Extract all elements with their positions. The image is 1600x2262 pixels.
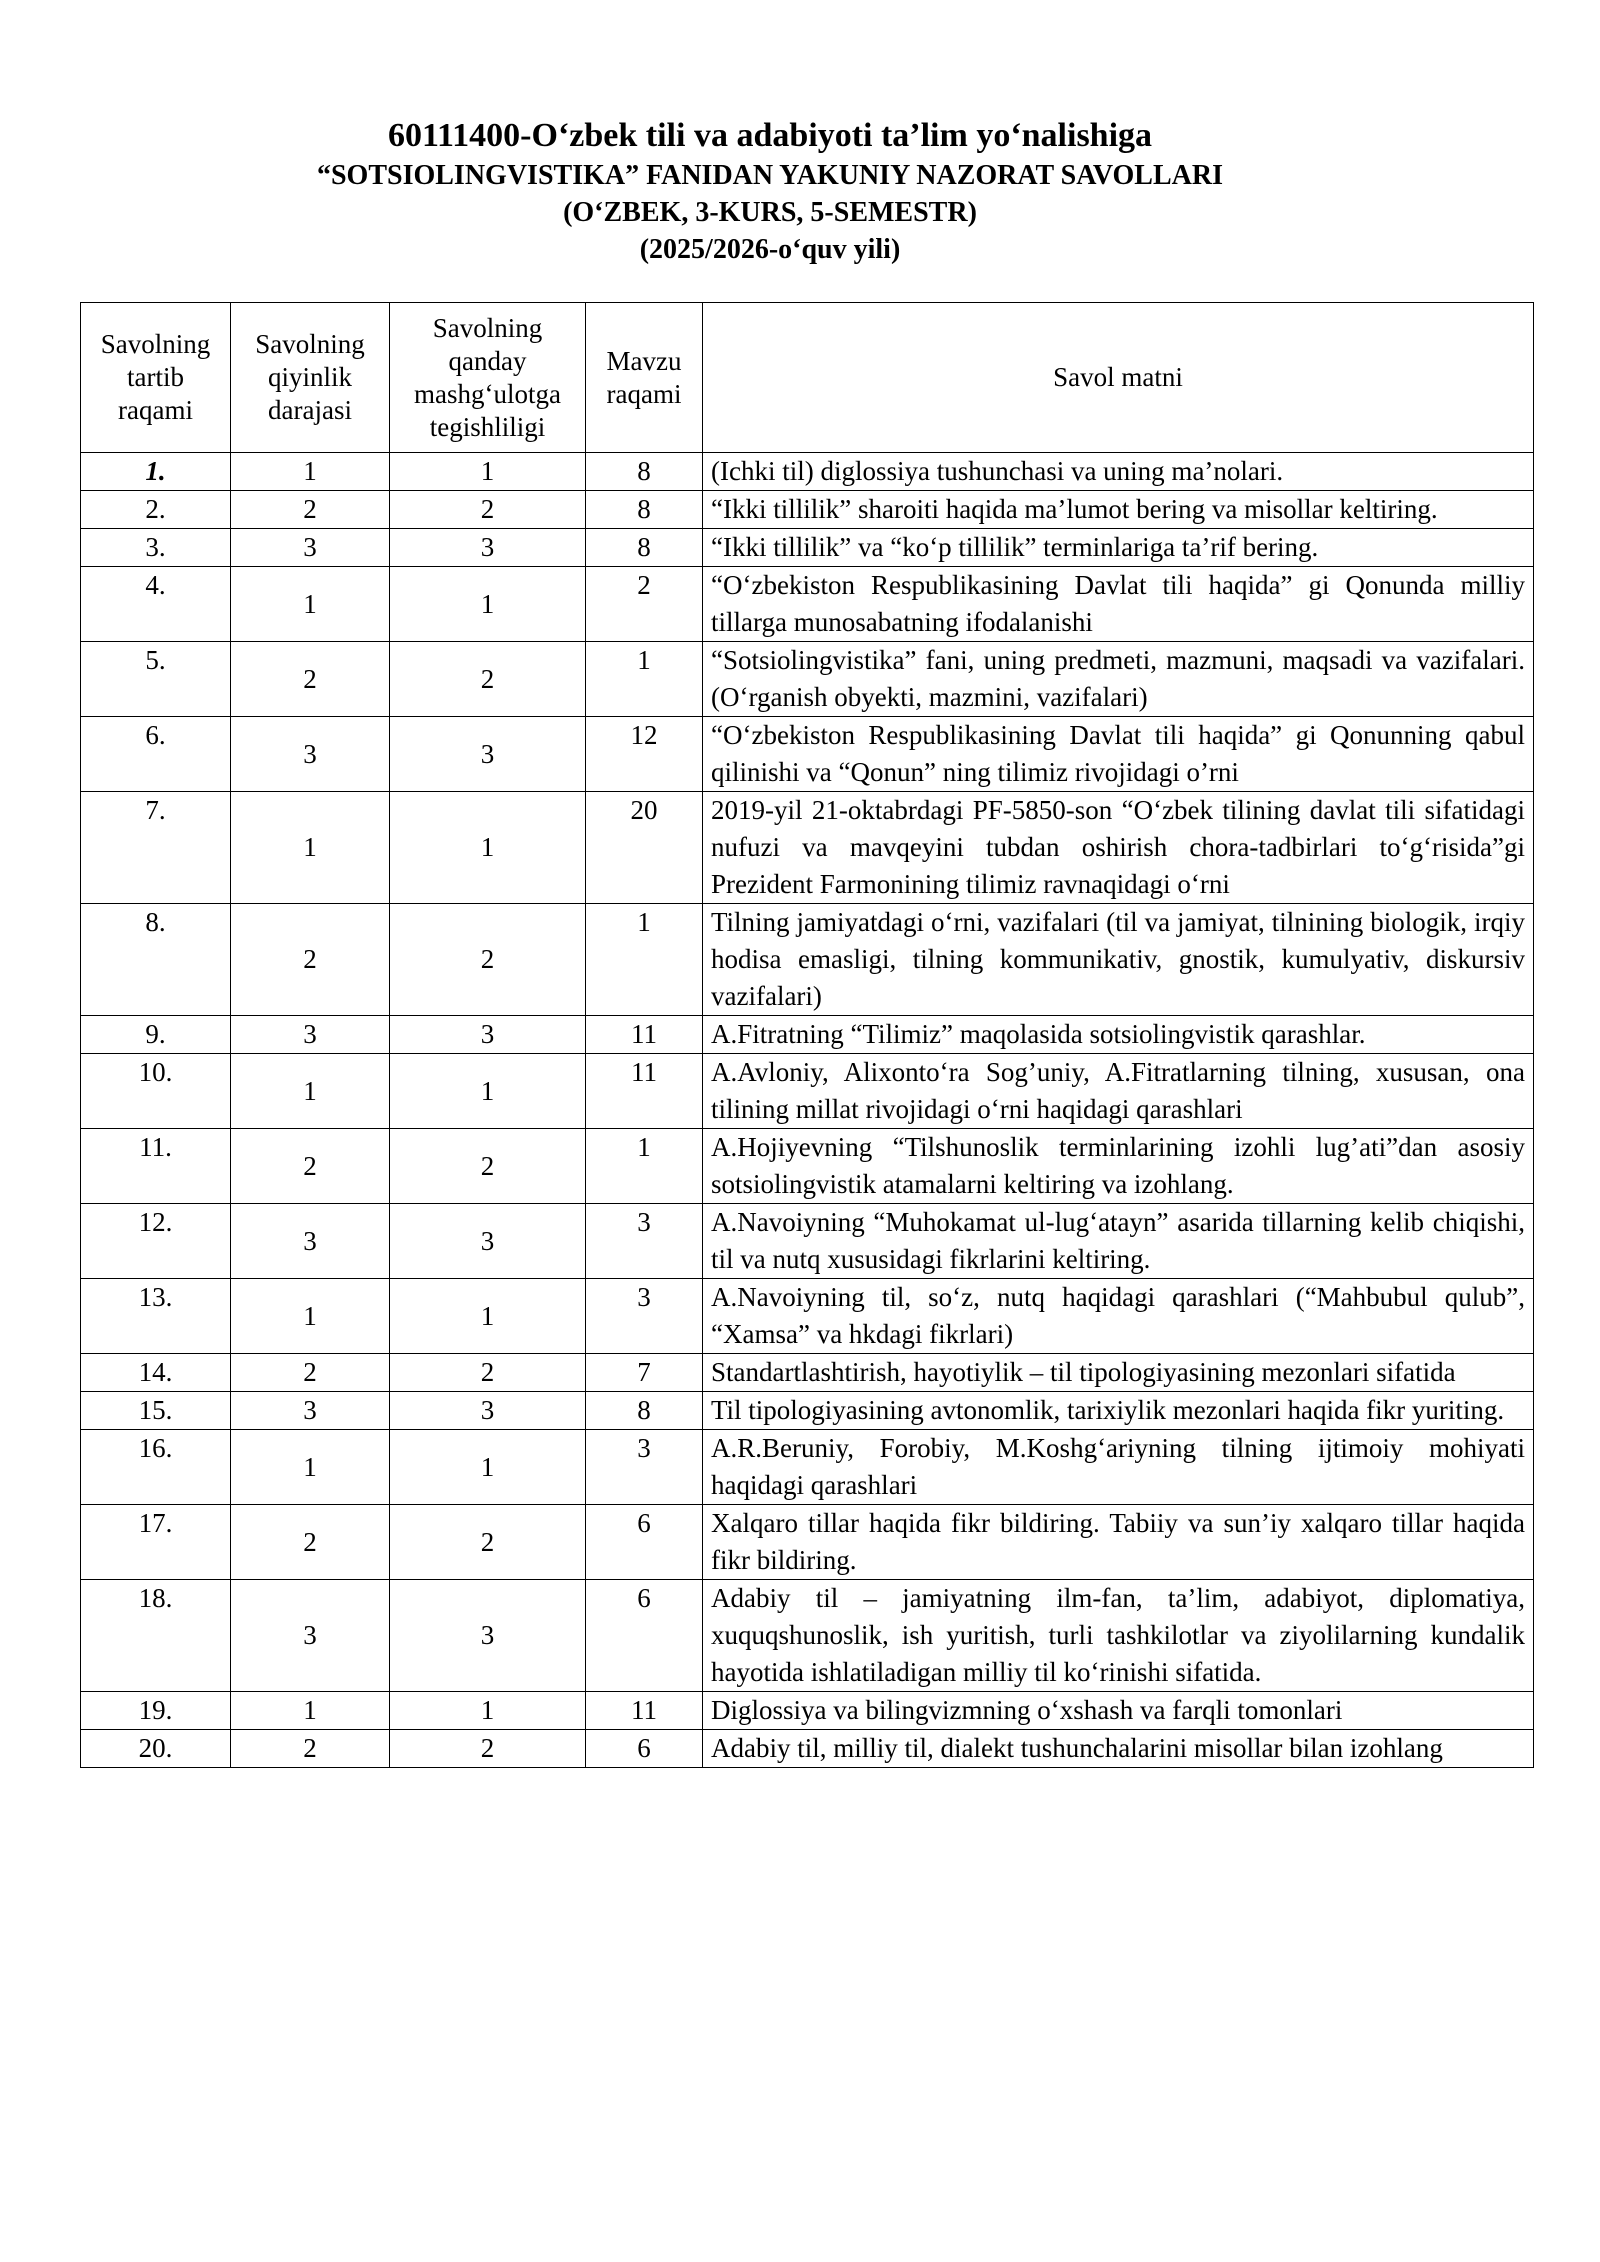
topic-number: 11 <box>586 1692 703 1730</box>
lesson-type: 2 <box>390 1354 586 1392</box>
question-number: 1. <box>81 453 231 491</box>
table-row <box>81 567 1534 642</box>
table-row <box>81 1016 1534 1054</box>
lesson-type: 1 <box>390 1692 586 1730</box>
question-number: 17. <box>81 1505 231 1580</box>
topic-number: 12 <box>586 717 703 792</box>
topic-number: 20 <box>586 792 703 904</box>
topic-number: 7 <box>586 1354 703 1392</box>
difficulty-level: 2 <box>231 904 390 1016</box>
table-row <box>81 642 1534 717</box>
difficulty-level: 2 <box>231 642 390 717</box>
table-row <box>81 1204 1534 1279</box>
topic-number: 6 <box>586 1730 703 1768</box>
lesson-type: 3 <box>390 1580 586 1692</box>
topic-number: 8 <box>586 1392 703 1430</box>
column-header-difficulty: Savolning qiyinlik darajasi <box>231 303 390 453</box>
lesson-type: 3 <box>390 1204 586 1279</box>
topic-number: 11 <box>586 1054 703 1129</box>
table-row <box>81 1279 1534 1354</box>
table-row <box>81 792 1534 904</box>
question-number: 10. <box>81 1054 231 1129</box>
lesson-type: 2 <box>390 491 586 529</box>
difficulty-level: 2 <box>231 1354 390 1392</box>
difficulty-level: 3 <box>231 1016 390 1054</box>
lesson-type: 3 <box>390 529 586 567</box>
difficulty-level: 2 <box>231 491 390 529</box>
lesson-type: 2 <box>390 904 586 1016</box>
question-number: 19. <box>81 1692 231 1730</box>
difficulty-level: 3 <box>231 717 390 792</box>
topic-number: 8 <box>586 491 703 529</box>
question-number: 5. <box>81 642 231 717</box>
question-number: 2. <box>81 491 231 529</box>
difficulty-level: 3 <box>231 1580 390 1692</box>
lesson-type: 2 <box>390 642 586 717</box>
questions-table <box>80 302 1534 1768</box>
lesson-type: 1 <box>390 453 586 491</box>
question-number: 8. <box>81 904 231 1016</box>
question-text: “O‘zbekiston Respublikasining Davlat tili haqida” gi Qonunda milliy tillarga munosabatning ifodalanishi <box>703 567 1534 642</box>
table-row <box>81 1354 1534 1392</box>
question-number: 12. <box>81 1204 231 1279</box>
lesson-type: 1 <box>390 792 586 904</box>
column-header-question-text: Savol matni <box>703 303 1534 453</box>
lesson-type: 3 <box>390 1016 586 1054</box>
lesson-type: 3 <box>390 1392 586 1430</box>
question-number: 7. <box>81 792 231 904</box>
question-number: 20. <box>81 1730 231 1768</box>
question-text: Tilning jamiyatdagi o‘rni, vazifalari (til va jamiyat, tilnining biologik, irqiy hodisa emasligi, tilning kommunikativ, gnostik, kumulyativ, diskursiv vazifalari) <box>703 904 1534 1016</box>
document-title: 60111400-O‘zbek tili va adabiyoti ta’lim yo‘nalishiga <box>387 117 1153 154</box>
difficulty-level: 3 <box>231 1204 390 1279</box>
topic-number: 1 <box>586 642 703 717</box>
question-text: Til tipologiyasining avtonomlik, tarixiylik mezonlari haqida fikr yuriting. <box>703 1392 1534 1430</box>
table-row <box>81 453 1534 491</box>
table-row <box>81 1054 1534 1129</box>
difficulty-level: 1 <box>231 1054 390 1129</box>
table-body <box>81 453 1534 1768</box>
question-text: “Ikki tillilik” sharoiti haqida ma’lumot bering va misollar keltiring. <box>703 491 1534 529</box>
difficulty-level: 1 <box>231 1430 390 1505</box>
question-number: 18. <box>81 1580 231 1692</box>
document-group: (O‘ZBEK, 3-KURS, 5-SEMESTR) <box>563 197 977 228</box>
column-header-lesson-type: Savolning qanday mashg‘ulotga tegishliligi <box>390 303 586 453</box>
document-subtitle: “SOTSIOLINGVISTIKA” FANIDAN YAKUNIY NAZORAT SAVOLLARI <box>316 160 1223 191</box>
lesson-type: 1 <box>390 1430 586 1505</box>
topic-number: 8 <box>586 529 703 567</box>
question-text: A.Navoiyning til, so‘z, nutq haqidagi qarashlari (“Mahbubul qulub”, “Xamsa” va hkdagi fikrlari) <box>703 1279 1534 1354</box>
topic-number: 1 <box>586 904 703 1016</box>
document-year: (2025/2026-o‘quv yili) <box>639 234 901 265</box>
question-text: A.Hojiyevning “Tilshunoslik terminlarining izohli lug’ati”dan asosiy sotsiolingvistik atamalarni keltiring va izohlang. <box>703 1129 1534 1204</box>
topic-number: 8 <box>586 453 703 491</box>
question-text: “O‘zbekiston Respublikasining Davlat tili haqida” gi Qonunning qabul qilinishi va “Qonun” ning tilimiz rivojidagi o’rni <box>703 717 1534 792</box>
question-number: 3. <box>81 529 231 567</box>
table-row <box>81 1430 1534 1505</box>
question-text: A.R.Beruniy, Forobiy, M.Koshg‘ariyning tilning ijtimoiy mohiyati haqidagi qarashlari <box>703 1430 1534 1505</box>
question-text: Adabiy til, milliy til, dialekt tushunchalarini misollar bilan izohlang <box>703 1730 1534 1768</box>
lesson-type: 2 <box>390 1129 586 1204</box>
question-text: A.Avloniy, Alixonto‘ra Sog’uniy, A.Fitratlarning tilning, xususan, ona tilining millat rivojidagi o‘rni haqidagi qarashlari <box>703 1054 1534 1129</box>
topic-number: 3 <box>586 1204 703 1279</box>
topic-number: 6 <box>586 1580 703 1692</box>
difficulty-level: 1 <box>231 453 390 491</box>
question-text: (Ichki til) diglossiya tushunchasi va uning ma’nolari. <box>703 453 1534 491</box>
table-row <box>81 1692 1534 1730</box>
difficulty-level: 2 <box>231 1129 390 1204</box>
table-row <box>81 1392 1534 1430</box>
table-row <box>81 904 1534 1016</box>
lesson-type: 2 <box>390 1730 586 1768</box>
question-text: A.Fitratning “Tilimiz” maqolasida sotsiolingvistik qarashlar. <box>703 1016 1534 1054</box>
question-number: 15. <box>81 1392 231 1430</box>
question-text: Standartlashtirish, hayotiylik – til tipologiyasining mezonlari sifatida <box>703 1354 1534 1392</box>
column-header-number: Savolning tartib raqami <box>81 303 231 453</box>
difficulty-level: 3 <box>231 529 390 567</box>
difficulty-level: 3 <box>231 1392 390 1430</box>
topic-number: 3 <box>586 1279 703 1354</box>
difficulty-level: 2 <box>231 1505 390 1580</box>
table-header-row <box>81 303 1534 453</box>
question-number: 11. <box>81 1129 231 1204</box>
table-row <box>81 717 1534 792</box>
document-header <box>0 115 1540 268</box>
topic-number: 1 <box>586 1129 703 1204</box>
question-text: Diglossiya va bilingvizmning o‘xshash va farqli tomonlari <box>703 1692 1534 1730</box>
lesson-type: 1 <box>390 1279 586 1354</box>
difficulty-level: 1 <box>231 1279 390 1354</box>
difficulty-level: 2 <box>231 1730 390 1768</box>
question-number: 9. <box>81 1016 231 1054</box>
topic-number: 6 <box>586 1505 703 1580</box>
lesson-type: 3 <box>390 717 586 792</box>
topic-number: 11 <box>586 1016 703 1054</box>
column-header-topic-number: Mavzu raqami <box>586 303 703 453</box>
table-row <box>81 1730 1534 1768</box>
difficulty-level: 1 <box>231 792 390 904</box>
difficulty-level: 1 <box>231 1692 390 1730</box>
question-number: 16. <box>81 1430 231 1505</box>
table-row <box>81 529 1534 567</box>
lesson-type: 2 <box>390 1505 586 1580</box>
question-text: Adabiy til – jamiyatning ilm-fan, ta’lim, adabiyot, diplomatiya, xuquqshunoslik, ish yuritish, turli tashkilotlar va ziyolilarning kundalik hayotida ishlatiladigan milliy til ko‘rinishi sifatida. <box>703 1580 1534 1692</box>
table-row <box>81 491 1534 529</box>
question-text: Xalqaro tillar haqida fikr bildiring. Tabiiy va sun’iy xalqaro tillar haqida fikr bildiring. <box>703 1505 1534 1580</box>
difficulty-level: 1 <box>231 567 390 642</box>
question-number: 13. <box>81 1279 231 1354</box>
topic-number: 3 <box>586 1430 703 1505</box>
question-text: A.Navoiyning “Muhokamat ul-lug‘atayn” asarida tillarning kelib chiqishi, til va nutq xususidagi fikrlarini keltiring. <box>703 1204 1534 1279</box>
table-row <box>81 1505 1534 1580</box>
question-text: “Sotsiolingvistika” fani, uning predmeti, mazmuni, maqsadi va vazifalari. (O‘rganish obyekti, mazmini, vazifalari) <box>703 642 1534 717</box>
lesson-type: 1 <box>390 1054 586 1129</box>
table-row <box>81 1129 1534 1204</box>
question-text: 2019-yil 21-oktabrdagi PF-5850-son “O‘zbek tilining davlat tili sifatidagi nufuzi va mavqeyini tubdan oshirish chora-tadbirlari to‘g‘risida”gi Prezident Farmonining tilimiz ravnaqidagi o‘rni <box>703 792 1534 904</box>
table-row <box>81 1580 1534 1692</box>
topic-number: 2 <box>586 567 703 642</box>
question-text: “Ikki tillilik” va “ko‘p tillilik” terminlariga ta’rif bering. <box>703 529 1534 567</box>
question-number: 4. <box>81 567 231 642</box>
lesson-type: 1 <box>390 567 586 642</box>
question-number: 14. <box>81 1354 231 1392</box>
question-number: 6. <box>81 717 231 792</box>
